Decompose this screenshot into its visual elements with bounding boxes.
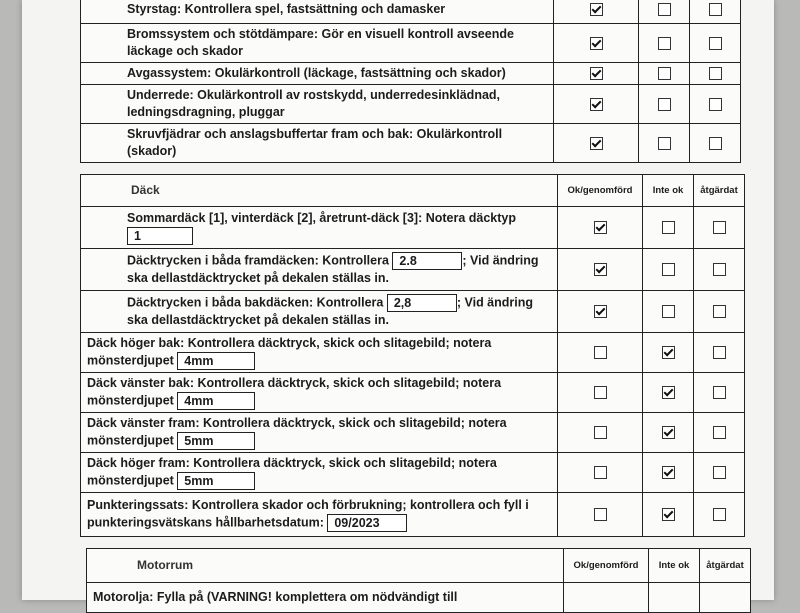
section-title: Motorrum bbox=[87, 549, 564, 583]
ok-checkbox[interactable] bbox=[594, 263, 607, 276]
ok-checkbox[interactable] bbox=[590, 3, 603, 16]
not-ok-checkbox[interactable] bbox=[662, 346, 675, 359]
left-rear-tire-label: Däck vänster bak: Kontrollera däcktryck, skick och slitagebild; notera mönsterdjupet bbox=[87, 376, 502, 408]
ok-checkbox[interactable] bbox=[594, 221, 607, 234]
ok-checkbox[interactable] bbox=[594, 466, 607, 479]
fixed-checkbox[interactable] bbox=[713, 263, 726, 276]
not-ok-checkbox[interactable] bbox=[662, 263, 675, 276]
table-row bbox=[81, 85, 741, 124]
not-ok-checkbox[interactable] bbox=[662, 426, 675, 439]
fixed-checkbox[interactable] bbox=[709, 67, 722, 80]
column-header-fixed: åtgärdat bbox=[700, 549, 751, 583]
task-engine-oil: Motorolja: Fylla på (VARNING! komplettera om nödvändigt till bbox=[87, 583, 564, 613]
column-header-ok: Ok/genomförd bbox=[564, 549, 649, 583]
not-ok-checkbox[interactable] bbox=[658, 67, 671, 80]
not-ok-checkbox[interactable] bbox=[662, 221, 675, 234]
table-row bbox=[81, 493, 745, 537]
section-title: Däck bbox=[81, 175, 558, 207]
repair-kit-date-field[interactable]: 09/2023 bbox=[327, 514, 407, 532]
fixed-checkbox[interactable] bbox=[713, 426, 726, 439]
rear-pressure-note: ; Vid ändring ska dellastdäcktrycket på dekalen ställas in. bbox=[127, 295, 534, 327]
fixed-checkbox[interactable] bbox=[713, 466, 726, 479]
not-ok-checkbox[interactable] bbox=[662, 466, 675, 479]
table-row bbox=[87, 583, 751, 613]
fixed-checkbox[interactable] bbox=[713, 346, 726, 359]
left-front-depth-field[interactable]: 5mm bbox=[177, 432, 255, 450]
table-row bbox=[81, 124, 741, 163]
table-row bbox=[81, 249, 745, 291]
task-steering-rods: Styrstag: Kontrollera spel, fastsättning och damasker bbox=[81, 0, 554, 24]
not-ok-checkbox[interactable] bbox=[662, 305, 675, 318]
fixed-checkbox[interactable] bbox=[713, 386, 726, 399]
not-ok-checkbox[interactable] bbox=[658, 137, 671, 150]
table-header-row bbox=[87, 549, 751, 583]
repair-kit-label: Punkteringssats: Kontrollera skador och förbrukning; kontrollera och fyll i punkteringsvätskans hållbarhetsdatum: bbox=[87, 498, 529, 530]
chassis-table bbox=[80, 0, 741, 163]
task-tire-type: Sommardäck [1], vinterdäck [2], åretrunt-däck [3]: Notera däcktyp bbox=[127, 211, 517, 225]
column-header-not-ok: Inte ok bbox=[649, 549, 700, 583]
table-row bbox=[81, 291, 745, 333]
fixed-checkbox[interactable] bbox=[709, 98, 722, 111]
table-row bbox=[81, 413, 745, 453]
ok-checkbox[interactable] bbox=[590, 98, 603, 111]
right-rear-tire-label: Däck höger bak: Kontrollera däcktryck, skick och slitagebild; notera mönsterdjupet bbox=[87, 336, 492, 368]
column-header-not-ok: Inte ok bbox=[643, 175, 694, 207]
table-row bbox=[81, 0, 741, 24]
table-row bbox=[81, 207, 745, 249]
not-ok-checkbox[interactable] bbox=[658, 37, 671, 50]
task-coil-springs: Skruvfjädrar och anslagsbuffertar fram och bak: Okulärkontroll (skador) bbox=[81, 124, 554, 163]
table-row bbox=[81, 63, 741, 85]
table-row bbox=[81, 373, 745, 413]
ok-checkbox[interactable] bbox=[590, 137, 603, 150]
left-front-tire-label: Däck vänster fram: Kontrollera däcktryck, skick och slitagebild; notera mönsterdjupet bbox=[87, 416, 507, 448]
fixed-checkbox[interactable] bbox=[709, 37, 722, 50]
ok-checkbox[interactable] bbox=[594, 508, 607, 521]
front-pressure-label: Däcktrycken i båda framdäcken: Kontrollera bbox=[127, 253, 389, 268]
fixed-checkbox[interactable] bbox=[713, 508, 726, 521]
front-pressure-field[interactable]: 2.8 bbox=[392, 252, 462, 270]
not-ok-checkbox[interactable] bbox=[662, 508, 675, 521]
rear-pressure-label: Däcktrycken i båda bakdäcken: Kontrollera bbox=[127, 295, 384, 310]
engine-table bbox=[86, 548, 751, 613]
right-front-tire-label: Däck höger fram: Kontrollera däcktryck, skick och slitagebild; notera mönsterdjupet bbox=[87, 456, 497, 488]
table-row bbox=[81, 453, 745, 493]
ok-checkbox[interactable] bbox=[590, 37, 603, 50]
tire-type-field[interactable]: 1 bbox=[127, 227, 193, 245]
front-pressure-note: ; Vid ändring ska dellastdäcktrycket på dekalen ställas in. bbox=[127, 253, 539, 285]
not-ok-checkbox[interactable] bbox=[658, 3, 671, 16]
column-header-ok: Ok/genomförd bbox=[558, 175, 643, 207]
task-brake-system: Bromssystem och stötdämpare: Gör en visuell kontroll avseende läckage och skador bbox=[81, 24, 554, 63]
right-front-depth-field[interactable]: 5mm bbox=[177, 472, 255, 490]
ok-checkbox[interactable] bbox=[594, 426, 607, 439]
table-row bbox=[81, 24, 741, 63]
ok-checkbox[interactable] bbox=[590, 67, 603, 80]
tires-table bbox=[80, 174, 745, 537]
ok-checkbox[interactable] bbox=[594, 386, 607, 399]
table-header-row bbox=[81, 175, 745, 207]
column-header-fixed: åtgärdat bbox=[694, 175, 745, 207]
rear-pressure-field[interactable]: 2,8 bbox=[387, 294, 457, 312]
fixed-checkbox[interactable] bbox=[709, 137, 722, 150]
not-ok-checkbox[interactable] bbox=[662, 386, 675, 399]
not-ok-checkbox[interactable] bbox=[658, 98, 671, 111]
fixed-checkbox[interactable] bbox=[713, 305, 726, 318]
ok-checkbox[interactable] bbox=[594, 305, 607, 318]
task-exhaust: Avgassystem: Okulärkontroll (läckage, fastsättning och skador) bbox=[81, 63, 554, 85]
right-rear-depth-field[interactable]: 4mm bbox=[177, 352, 255, 370]
fixed-checkbox[interactable] bbox=[709, 3, 722, 16]
table-row bbox=[81, 333, 745, 373]
fixed-checkbox[interactable] bbox=[713, 221, 726, 234]
ok-checkbox[interactable] bbox=[594, 346, 607, 359]
left-rear-depth-field[interactable]: 4mm bbox=[177, 392, 255, 410]
task-underbody: Underrede: Okulärkontroll av rostskydd, underredesinklädnad, ledningsdragning, pluggar bbox=[81, 85, 554, 124]
